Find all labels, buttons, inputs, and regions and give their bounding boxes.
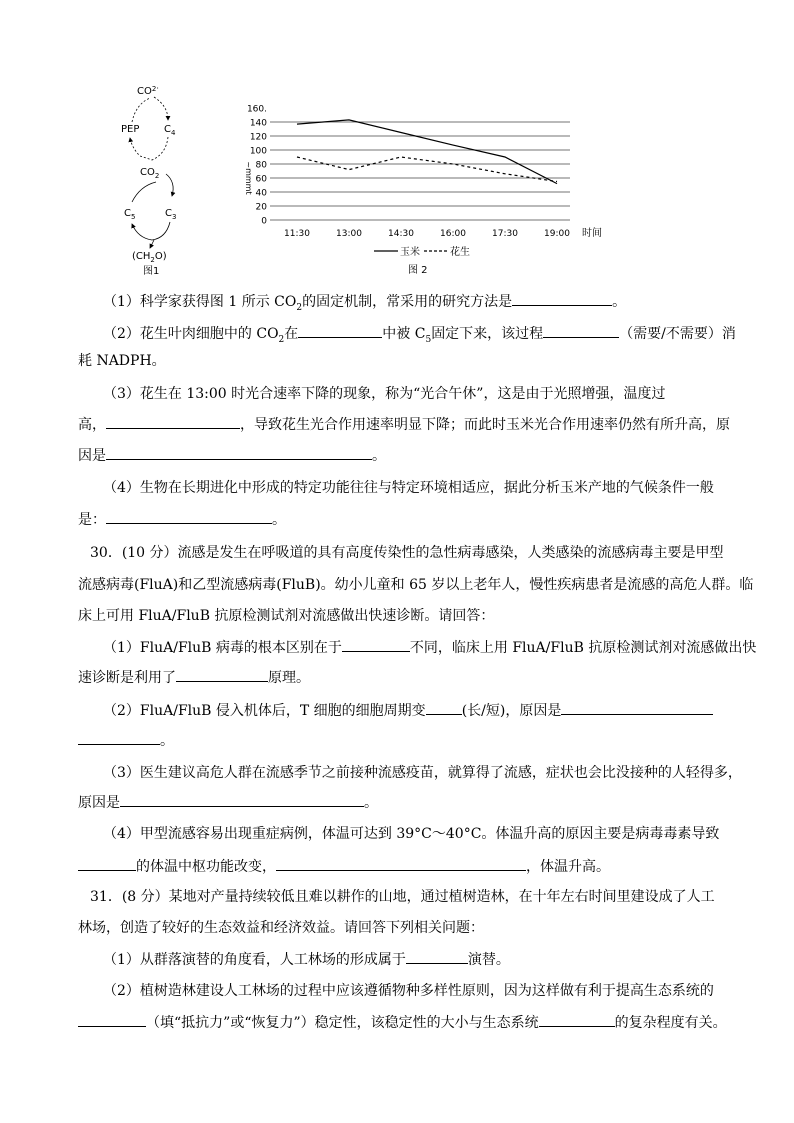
q31-2-text-b: （填“抵抗力”或“恢复力”）稳定性，该稳定性的大小与生态系统 [146, 1015, 539, 1031]
q31-1-blank[interactable] [406, 949, 468, 964]
q29-3-line-2 [78, 414, 730, 435]
q29-2-text-a: （2）花生叶肉细胞中的 CO [103, 326, 279, 342]
q30-4-line-1 [103, 824, 719, 844]
q30-1-line-1 [103, 637, 756, 658]
chart-x-tick-label: 14:30 [388, 229, 414, 239]
q29-3-blank-2[interactable] [106, 445, 372, 460]
q30-1-line-2 [78, 667, 310, 688]
q29-2-line-2 [78, 351, 166, 371]
figure-2-chart [244, 105, 602, 277]
q30-1-text-b: 不同，临床上用 FluA/FluB 抗原检测试剂对流感做出快 [409, 640, 757, 656]
q31-stem-a: 31．(8 分）某地对产量持续较低且难以耕作的山地，通过植树造林，在十年左右时间里建设成了人工 [90, 889, 715, 905]
q30-1-blank-2[interactable] [176, 667, 268, 682]
fig1-co2-mid: $CO_2$ [140, 167, 160, 180]
chart-x-ticks [284, 229, 570, 239]
fig1-cycle-c3-to-c5 [132, 222, 170, 240]
q31-2-line-2 [78, 1012, 727, 1033]
q31-2-line-1 [103, 981, 714, 1001]
chart-y-tick-label: 120 [249, 132, 267, 143]
series-line-corn [297, 120, 557, 184]
q31-1-text-b: 演替。 [467, 952, 510, 968]
fig1-c4: $C_4$ [164, 124, 176, 137]
figures-area [110, 82, 630, 282]
q30-2-blank-3[interactable] [78, 730, 160, 745]
q29-3-text-c: ，导致花生光合作用速率明显下降；而此时玉米光合作用速率仍然有所升高，原 [240, 417, 730, 433]
q29-2-text-c: 中被 C [382, 326, 426, 342]
q29-1-text-a: （1）科学家获得图 1 所示 CO [103, 294, 297, 310]
q30-4-text-b: 的体温中枢功能改变， [136, 859, 276, 875]
chart-x-tick-label: 17:30 [492, 229, 518, 239]
q29-3-line-1 [103, 384, 665, 404]
q29-3-text-a: （3）花生在 13:00 时光合速率下降的现象，称为“光合午休”，这是由于光照增强，温度过 [103, 386, 666, 402]
chart-x-tick-label: 13:00 [336, 229, 362, 239]
q29-3-text-b: 高， [78, 417, 106, 433]
q29-1-sub: 2 [296, 302, 303, 313]
q29-2-sub-a: 2 [278, 334, 285, 345]
q31-2-text-a: （2）植树造林建设人工林场的过程中应该遵循物种多样性原则，因为这样做有利于提高生态系统的 [103, 983, 714, 999]
q29-1-blank[interactable] [512, 291, 612, 306]
q30-4-text-c: ，体温升高。 [526, 859, 610, 875]
q29-1-text-b: 的固定机制，常采用的研究方法是 [302, 294, 513, 310]
q30-stem-line-3 [78, 606, 494, 626]
q30-2-text-c: 。 [160, 733, 174, 749]
q30-3-line-1 [103, 763, 742, 783]
q31-1-text-a: （1）从群落演替的角度看，人工林场的形成属于 [103, 952, 406, 968]
fig1-c3: $C_3$ [165, 208, 177, 221]
q30-2-text-b: (长/短)，原因是 [461, 703, 562, 719]
fig1-co2-top: $CO^2\cdot$ [137, 84, 159, 97]
q31-2-text-c: 的复杂程度有关。 [614, 1015, 727, 1031]
q30-stem-line-1 [90, 543, 724, 563]
q29-4-text-c: 。 [272, 512, 286, 528]
q29-3-text-e: 。 [372, 448, 386, 464]
fig1-c5: $C_5$ [124, 208, 136, 221]
q29-4-text-a: （4）生物在长期进化中形成的特定功能往往与特定环境相适应，据此分析玉米产地的气候条件一般 [103, 480, 714, 496]
chart-y-tick-label: 140 [249, 118, 267, 129]
q31-1-line [103, 949, 510, 970]
q29-2-sub-c: 5 [425, 334, 432, 345]
q30-3-text-b: 原因是 [78, 795, 120, 811]
q31-stem-line-1 [90, 887, 715, 907]
chart-x-tick-label: 16:00 [440, 229, 466, 239]
q30-2-blank-2[interactable] [561, 700, 713, 715]
fig1-arrow-co2-to-c4 [154, 97, 168, 120]
q30-stem-c: 床上可用 FluA/FluB 抗原检测试剂对流感做出快速诊断。请回答： [78, 608, 495, 624]
q29-2-text-b: 在 [284, 326, 299, 342]
chart-y-tick-label: 100 [249, 146, 267, 157]
fig1-cycle-c4-to-pep [130, 137, 168, 160]
q30-3-line-2 [78, 792, 378, 813]
q31-2-blank-2[interactable] [539, 1012, 615, 1027]
chart-x-tick-label: 11:30 [284, 229, 310, 239]
q30-1-blank-1[interactable] [342, 637, 410, 652]
q30-4-blank-1[interactable] [78, 856, 136, 871]
q31-stem-line-2 [78, 918, 484, 938]
q30-3-blank[interactable] [120, 792, 364, 807]
chart-y-tick-label: 80 [255, 160, 267, 171]
chart-y-tick-label: 60 [255, 174, 267, 185]
fig1-curve-c5 [132, 182, 156, 202]
q29-2-line-1 [103, 323, 736, 350]
chart-series [297, 120, 557, 184]
legend-label-corn: 玉米 [400, 247, 420, 258]
q30-4-text-a: （4）甲型流感容易出现重症病例，体温可达到 39°C～40°C。体温升高的原因主要是病毒毒素导致 [103, 826, 720, 842]
chart-legend [374, 245, 470, 258]
fig1-arrow-to-product [150, 240, 154, 248]
figure-1-diagram [121, 84, 176, 277]
q30-2-line-2 [78, 730, 174, 751]
q30-1-text-a: （1）FluA/FluB 病毒的根本区别在于 [103, 640, 342, 656]
q30-1-text-c: 速诊断是利用了 [78, 670, 176, 686]
q30-3-text-c: 。 [364, 795, 378, 811]
q31-2-blank-1[interactable] [78, 1012, 146, 1027]
q29-4-text-b: 是： [78, 512, 106, 528]
chart-y-tick-label: 0 [261, 216, 267, 227]
chart-y-axis-label: ~mmmt [244, 161, 253, 195]
q29-1-text-c: 。 [612, 294, 627, 310]
fig2-caption: 图 2 [408, 265, 428, 276]
fig1-pep: PEP [121, 124, 140, 135]
fig1-arrow-co2-to-c3 [166, 174, 173, 196]
q29-2-blank-2[interactable] [543, 323, 619, 338]
q29-4-line-1 [103, 478, 714, 498]
q29-2-text-e: （需要/不需要）消 [619, 326, 736, 342]
q29-3-text-d: 因是 [78, 448, 106, 464]
q31-stem-b: 林场，创造了较好的生态效益和经济效益。请回答下列相关问题： [78, 920, 484, 936]
chart-x-axis-label: 时间 [582, 228, 602, 239]
chart-x-tick-label: 19:00 [544, 229, 570, 239]
chart-y-tick-label: 160. [246, 104, 267, 115]
q30-4-line-2 [78, 856, 610, 877]
fig1-product: $(CH_2O)$ [132, 251, 167, 264]
q29-3-line-3 [78, 445, 386, 466]
q29-1-line [103, 291, 626, 318]
q30-2-blank-1[interactable] [426, 700, 462, 715]
q29-2-blank-1[interactable] [298, 323, 382, 338]
q29-4-blank[interactable] [106, 509, 272, 524]
legend-label-peanut: 花生 [450, 247, 470, 258]
chart-y-tick-label: 20 [255, 202, 267, 213]
fig1-caption: 图1 [143, 266, 160, 277]
q30-stem-line-2 [78, 575, 753, 595]
q30-2-line-1 [103, 700, 713, 721]
q30-stem-b: 流感病毒(FluA)和乙型流感病毒(FluB)。幼小儿童和 65 岁以上老年人，慢性疾病患者是流感的高危人群。临 [78, 577, 754, 593]
chart-y-tick-label: 40 [255, 188, 267, 199]
q29-3-blank-1[interactable] [106, 414, 240, 429]
q30-1-text-d: 原理。 [268, 670, 310, 686]
q30-4-blank-2[interactable] [276, 856, 526, 871]
q29-2-text-d: 固定下来，该过程 [431, 326, 544, 342]
q30-stem-a: 30．(10 分）流感是发生在呼吸道的具有高度传染性的急性病毒感染，人类感染的流感病毒主要是甲型 [90, 545, 724, 561]
q30-2-text-a: （2）FluA/FluB 侵入机体后，T 细胞的细胞周期变 [103, 703, 426, 719]
q29-2-text-f: 耗 NADPH。 [78, 353, 166, 369]
q30-3-text-a: （3）医生建议高危人群在流感季节之前接种流感疫苗，就算得了流感，症状也会比没接种的人轻得多， [103, 765, 742, 781]
fig1-curve-pep [132, 98, 150, 122]
q29-4-line-2 [78, 509, 286, 530]
